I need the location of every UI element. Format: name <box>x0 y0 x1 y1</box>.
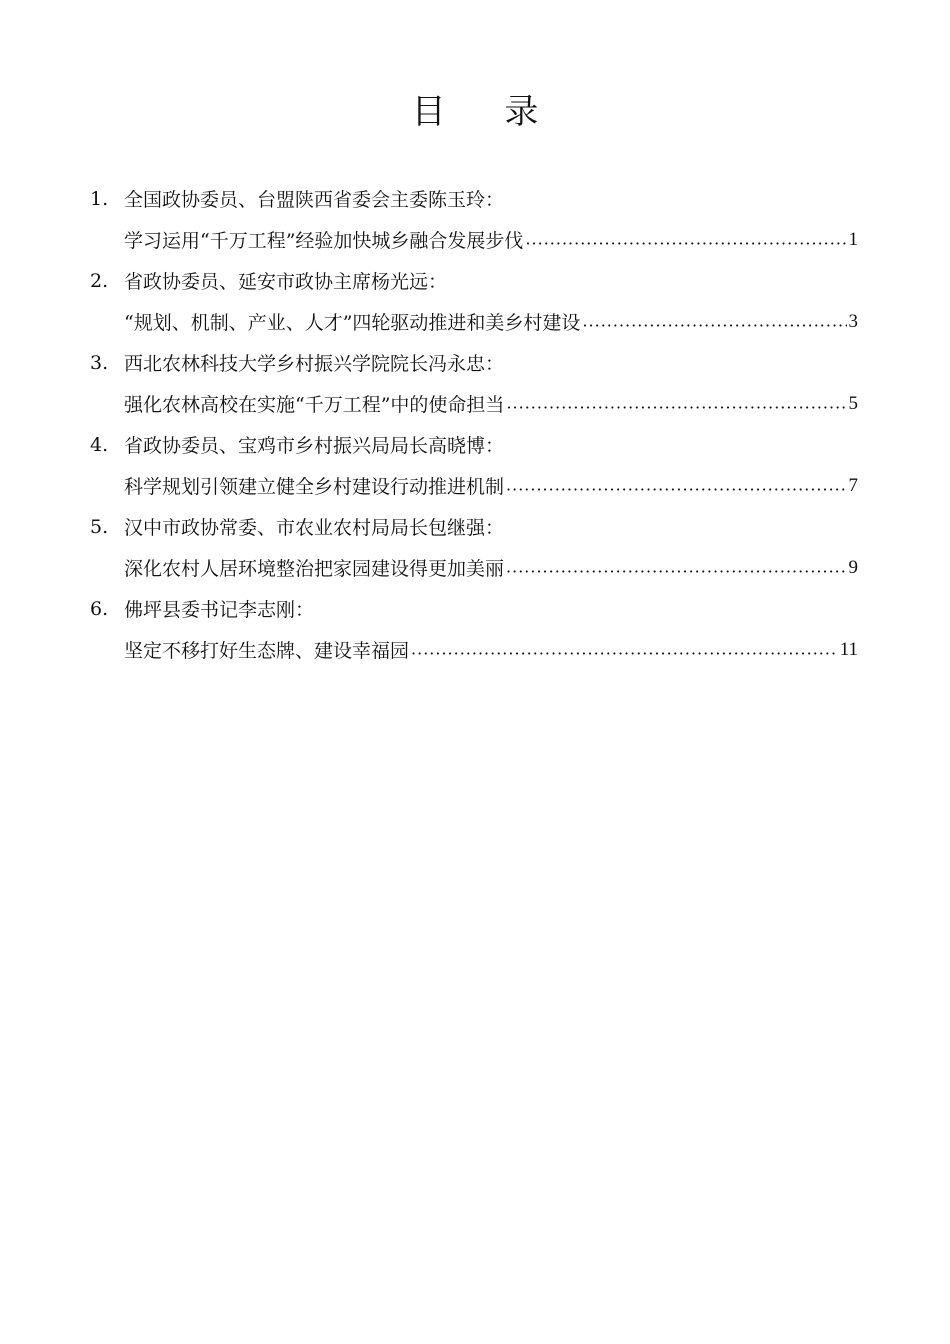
toc-entry-number: 6. <box>90 597 109 620</box>
toc-entry-heading <box>90 424 860 465</box>
toc-entry-heading <box>90 260 860 301</box>
toc-entry-subtitle: 坚定不移打好生态牌、建设幸福园 <box>124 640 410 662</box>
toc-entry-page-number: 5 <box>848 392 858 414</box>
toc-dot-leader <box>506 560 846 579</box>
toc-entry-line[interactable] <box>90 547 860 588</box>
toc-dot-leader <box>506 396 846 415</box>
toc-dot-leader <box>411 642 838 661</box>
toc-entry-number: 1. <box>90 187 109 210</box>
toc-entry-page-number: 7 <box>848 474 858 496</box>
toc-entry <box>90 506 860 588</box>
toc-entry-speaker: 西北农林科技大学乡村振兴学院院长冯永忠： <box>124 353 505 375</box>
toc-dot-leader <box>582 314 846 333</box>
toc-entry-number: 3. <box>90 351 109 374</box>
toc-list <box>90 178 860 670</box>
toc-entry-line[interactable] <box>90 629 860 670</box>
toc-dot-leader <box>506 478 846 497</box>
toc-entry-page-number: 11 <box>839 638 858 660</box>
toc-entry-subtitle: 强化农林高校在实施“千万工程”中的使命担当 <box>124 394 505 416</box>
toc-entry-subtitle: 科学规划引领建立健全乡村建设行动推进机制 <box>124 476 505 498</box>
toc-entry-number: 2. <box>90 269 109 292</box>
toc-entry <box>90 424 860 506</box>
toc-entry-subtitle: 学习运用“千万工程”经验加快城乡融合发展步伐 <box>124 230 524 252</box>
toc-dot-leader <box>525 232 846 251</box>
toc-entry-page-number: 9 <box>848 556 858 578</box>
toc-entry <box>90 260 860 342</box>
toc-entry-number: 5. <box>90 515 109 538</box>
toc-entry-speaker: 省政协委员、宝鸡市乡村振兴局局长高晓博： <box>124 435 505 457</box>
toc-entry-speaker: 省政协委员、延安市政协主席杨光远： <box>124 271 448 293</box>
toc-entry-subtitle: “规划、机制、产业、人才”四轮驱动推进和美乡村建设 <box>124 312 581 334</box>
toc-entry-heading <box>90 342 860 383</box>
toc-entry-line[interactable] <box>90 465 860 506</box>
toc-entry-line[interactable] <box>90 219 860 260</box>
toc-entry-page-number: 3 <box>848 310 858 332</box>
toc-entry-line[interactable] <box>90 383 860 424</box>
toc-entry-heading <box>90 506 860 547</box>
toc-title: 目 录 <box>411 92 563 132</box>
toc-entry-page-number: 1 <box>848 228 858 250</box>
toc-entry-heading <box>90 588 860 629</box>
toc-entry <box>90 342 860 424</box>
toc-entry-speaker: 汉中市政协常委、市农业农村局局长包继强： <box>124 517 505 539</box>
toc-entry-number: 4. <box>90 433 109 456</box>
toc-entry-heading <box>90 178 860 219</box>
toc-entry-subtitle: 深化农村人居环境整治把家园建设得更加美丽 <box>124 558 505 580</box>
toc-entry-speaker: 佛坪县委书记李志刚： <box>124 599 315 621</box>
toc-entry <box>90 178 860 260</box>
toc-entry <box>90 588 860 670</box>
toc-entry-speaker: 全国政协委员、台盟陕西省委会主委陈玉玲： <box>124 189 505 211</box>
toc-entry-line[interactable] <box>90 301 860 342</box>
